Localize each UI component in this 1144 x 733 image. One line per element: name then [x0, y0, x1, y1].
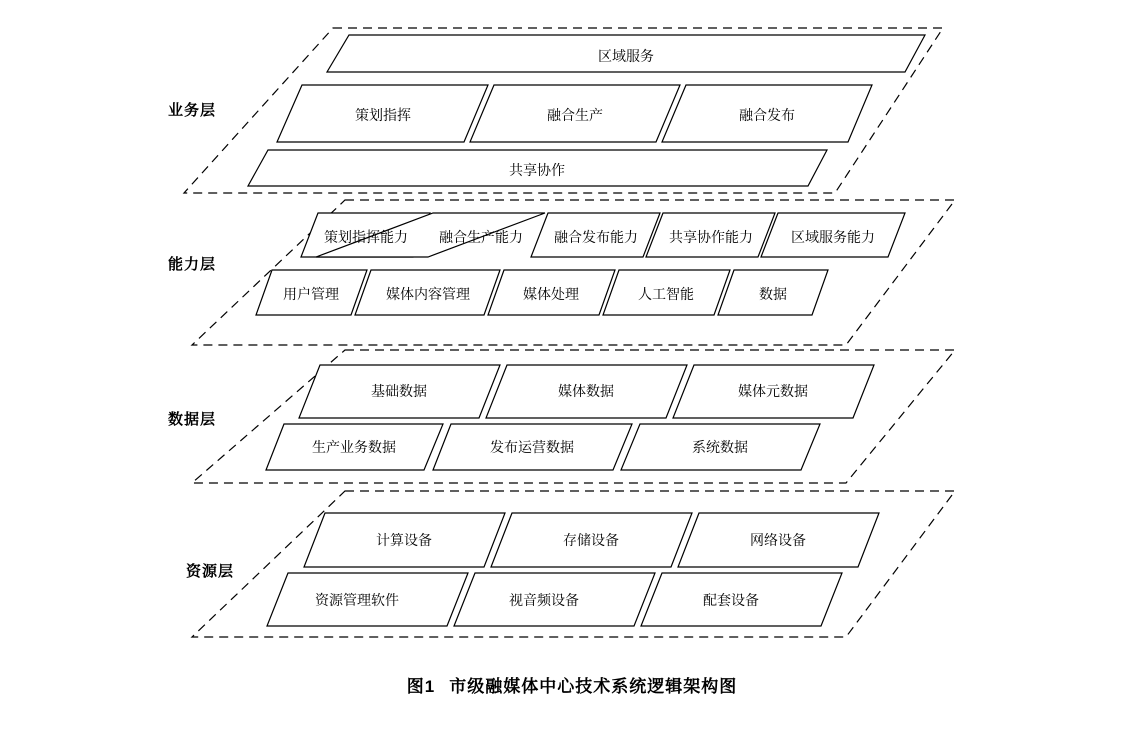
layer-label-capability: 能力层 [168, 256, 217, 273]
capability-label-region-service-ability: 区域服务能力 [791, 229, 875, 245]
capability-label-media-content-management: 媒体内容管理 [386, 286, 470, 302]
data-label-production-business-data: 生产业务数据 [312, 439, 396, 455]
data-label-publish-operation-data: 发布运营数据 [490, 439, 574, 455]
capability-label-user-management: 用户管理 [283, 286, 339, 302]
data-label-system-data: 系统数据 [692, 439, 748, 455]
resource-label-network: 网络设备 [750, 532, 806, 548]
data-label-media-metadata: 媒体元数据 [738, 383, 808, 399]
figure-caption [0, 672, 1144, 697]
resource-label-av-equipment: 视音频设备 [509, 592, 579, 608]
capability-label-collab-ability: 共享协作能力 [669, 229, 753, 245]
capability-label-production-ability: 融合生产能力 [439, 229, 523, 245]
data-label-media-data: 媒体数据 [558, 383, 614, 399]
resource-label-supporting-equipment: 配套设备 [703, 592, 759, 608]
business-label-converged-production: 融合生产 [547, 107, 603, 123]
capability-label-publish-ability: 融合发布能力 [554, 229, 638, 245]
business-label-plan-command: 策划指挥 [355, 107, 411, 123]
capability-label-ai: 人工智能 [638, 286, 694, 302]
business-label-converged-publish: 融合发布 [739, 107, 795, 123]
business-label-region-service: 区域服务 [598, 48, 654, 64]
resource-label-resource-management-software: 资源管理软件 [315, 592, 399, 608]
layer-label-business: 业务层 [168, 102, 217, 119]
capability-label-plan-command-ability: 策划指挥能力 [324, 229, 408, 245]
layer-label-resource: 资源层 [186, 563, 235, 580]
resource-label-storage: 存储设备 [563, 532, 619, 548]
layer-label-data: 数据层 [168, 411, 217, 428]
data-label-basic-data: 基础数据 [371, 383, 427, 399]
figure-caption-number: 图1 [406, 677, 436, 696]
capability-label-data: 数据 [759, 286, 787, 302]
business-label-shared-collab: 共享协作 [509, 162, 565, 178]
figure-caption-text: 市级融媒体中心技术系统逻辑架构图 [449, 677, 738, 696]
capability-label-media-processing: 媒体处理 [523, 286, 579, 302]
resource-label-compute: 计算设备 [376, 532, 432, 548]
